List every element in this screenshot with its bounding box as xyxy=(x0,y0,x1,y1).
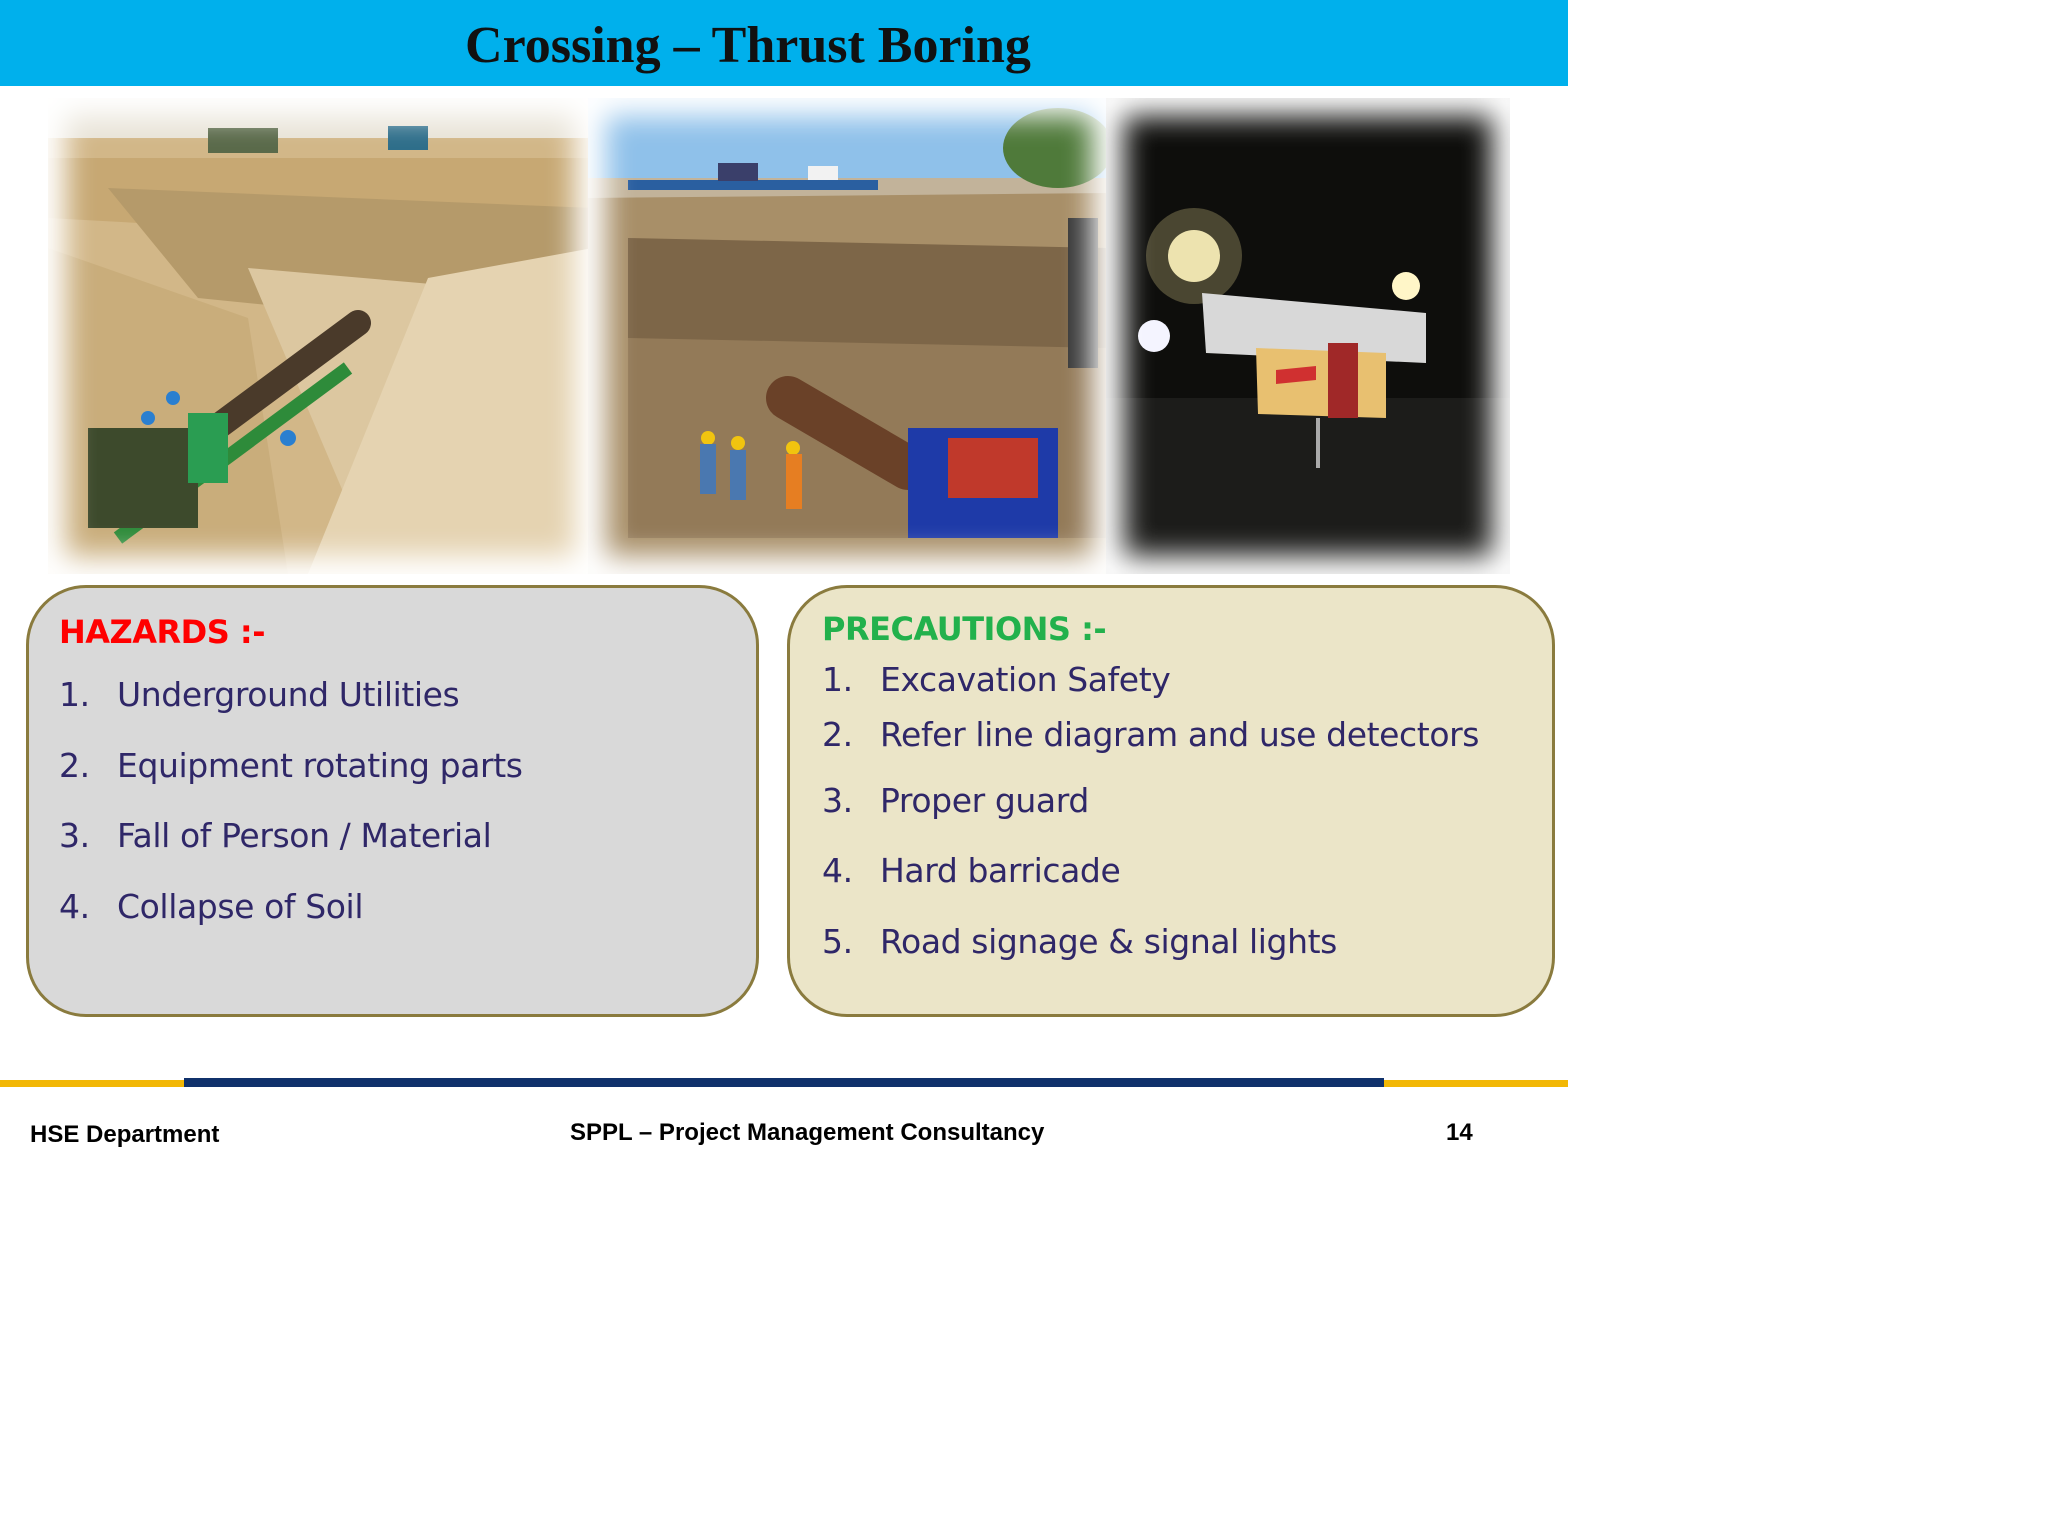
list-text: Proper guard xyxy=(880,781,1089,820)
list-number: 3. xyxy=(822,781,853,820)
list-number: 4. xyxy=(822,851,853,890)
list-number: 1. xyxy=(59,675,90,714)
footer-company: SPPL – Project Management Consultancy xyxy=(570,1119,1045,1146)
list-text: Hard barricade xyxy=(880,851,1121,890)
footer-rule-left xyxy=(0,1080,184,1087)
list-number: 3. xyxy=(59,816,90,855)
list-number: 5. xyxy=(822,922,853,961)
list-text: Road signage & signal lights xyxy=(880,922,1337,961)
list-number: 2. xyxy=(59,746,90,785)
list-number: 2. xyxy=(822,715,853,754)
precautions-panel xyxy=(787,585,1555,1017)
hazards-heading: HAZARDS :- xyxy=(59,613,265,651)
page-number: 14 xyxy=(1446,1119,1473,1146)
list-text: Refer line diagram and use detectors xyxy=(880,715,1480,754)
slide-title: Crossing – Thrust Boring xyxy=(465,17,1031,74)
list-text: Underground Utilities xyxy=(117,675,460,714)
title-bar xyxy=(0,0,1568,86)
precautions-heading: PRECAUTIONS :- xyxy=(822,610,1107,648)
list-number: 1. xyxy=(822,660,853,699)
list-text: Equipment rotating parts xyxy=(117,746,523,785)
night-barricade-photo xyxy=(1106,98,1510,574)
footer-rule-main xyxy=(184,1078,1384,1087)
photo-strip xyxy=(48,98,1510,574)
list-text: Fall of Person / Material xyxy=(117,816,492,855)
boring-machine-pipe-photo xyxy=(588,98,1110,574)
thrust-boring-pit-photo xyxy=(48,98,593,574)
list-text: Collapse of Soil xyxy=(117,887,364,926)
footer-department: HSE Department xyxy=(30,1121,220,1148)
footer-rule-right xyxy=(1384,1080,1568,1087)
list-number: 4. xyxy=(59,887,90,926)
list-text: Excavation Safety xyxy=(880,660,1171,699)
hazards-panel xyxy=(26,585,759,1017)
